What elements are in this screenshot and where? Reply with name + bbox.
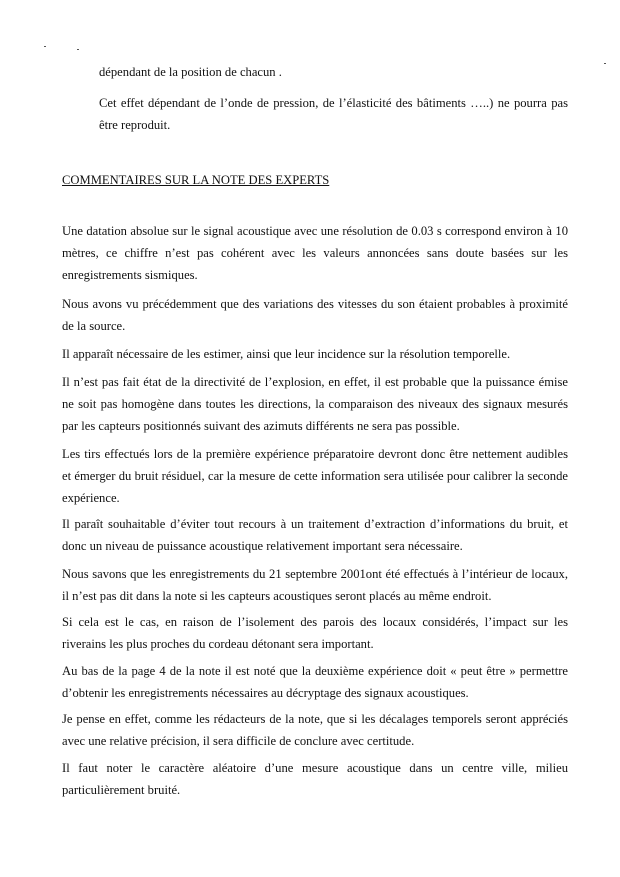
paragraph: Il apparaît nécessaire de les estimer, ainsi que leur incidence sur la résolution temporelle. [62, 347, 511, 361]
paragraph: Il paraît souhaitable d’éviter tout recours à un traitement d’extraction d’informations du bruit, et donc un niveau de puissance acoustique relativement important sera nécessaire. [62, 517, 568, 553]
paragraph: Il n’est pas fait état de la directivité de l’explosion, en effet, il est probable que la puissance émise ne soit pas homogène dans toutes les directions, la comparaison des niveaux des signaux mesurés par les capteurs positionnés suivant des azimuts différents ne sera pas possible. [62, 375, 568, 433]
paragraph: dépendant de la position de chacun . [99, 65, 282, 79]
paragraph: Il faut noter le caractère aléatoire d’une mesure acoustique dans un centre ville, milieu particulièrement bruité. [62, 761, 568, 797]
paragraph: Si cela est le cas, en raison de l’isolement des parois des locaux considérés, l’impact sur les riverains les plus proches du cordeau détonant sera important. [62, 615, 568, 651]
paragraph: Une datation absolue sur le signal acoustique avec une résolution de 0.03 s correspond environ à 10 mètres, ce chiffre n’est pas cohérent avec les valeurs annoncées sans doute basées sur les enregistrements sismiques. [62, 224, 568, 282]
paragraph: Cet effet dépendant de l’onde de pression, de l’élasticité des bâtiments …..) ne pourra pas être reproduit. [99, 96, 568, 132]
paragraph: Les tirs effectués lors de la première expérience préparatoire devront donc être nettement audibles et émerger du bruit résiduel, car la mesure de cette information sera utilisée pour calibrer la seconde expérience. [62, 447, 568, 505]
scan-speck [44, 46, 46, 47]
paragraph: Nous avons vu précédemment que des variations des vitesses du son étaient probables à proximité de la source. [62, 297, 568, 333]
scan-speck [77, 49, 79, 50]
section-heading: COMMENTAIRES SUR LA NOTE DES EXPERTS [62, 173, 330, 187]
paragraph: Au bas de la page 4 de la note il est noté que la deuxième expérience doit « peut être » permettre d’obtenir les enregistrements nécessaires au décryptage des signaux acoustiques. [62, 664, 568, 700]
paragraph: Nous savons que les enregistrements du 21 septembre 2001ont été effectués à l’intérieur de locaux, il n’est pas dit dans la note si les capteurs acoustiques seront placés au même endroit. [62, 567, 568, 603]
paragraph: Je pense en effet, comme les rédacteurs de la note, que si les décalages temporels seront appréciés avec une relative précision, il sera difficile de conclure avec certitude. [62, 712, 568, 748]
scan-speck [604, 63, 606, 64]
